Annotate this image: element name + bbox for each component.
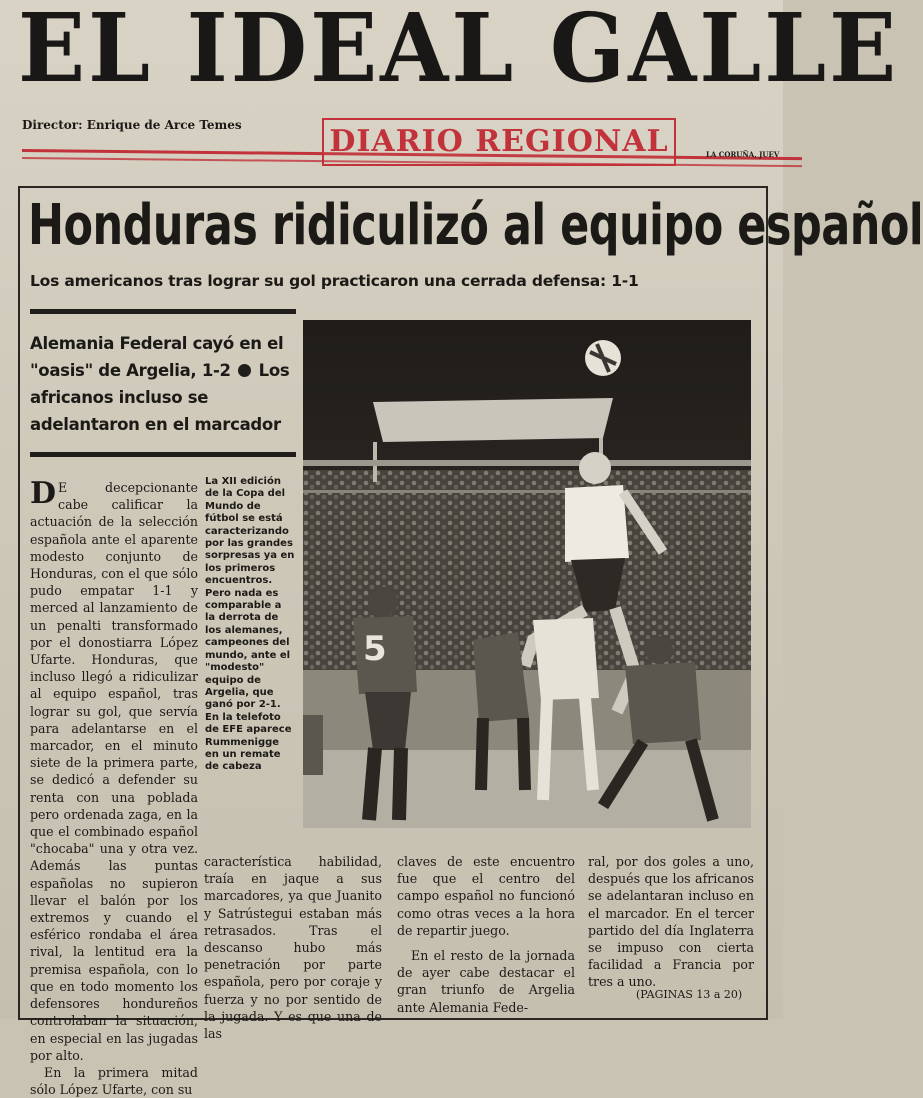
jersey-number: 5 xyxy=(363,629,387,669)
subheadline: Los americanos tras lograr su gol practicaron una cerrada defensa: 1-1 xyxy=(30,272,639,290)
col1-paragraph-2: En la primera mitad sólo López Ufarte, con su xyxy=(30,1064,198,1098)
article-column-2 xyxy=(204,853,382,1042)
col3-paragraph-2: En el resto de la jornada de ayer cabe destacar el gran triunfo de Argelia ante Alemania Fede- xyxy=(397,948,575,1015)
dateline-fragment: LA CORUÑA, JUEV xyxy=(706,150,780,159)
secondary-headline xyxy=(30,330,302,438)
col1-paragraph-1 xyxy=(30,476,198,1064)
secondary-headline-a: Alemania Federal cayó en el "oasis" de Argelia, 1-2 xyxy=(30,334,284,380)
page-reference: (PAGINAS 13 a 20) xyxy=(636,988,743,1001)
director-line: Director: Enrique de Arce Temes xyxy=(22,118,242,132)
bullet-icon xyxy=(238,364,251,377)
article-column-1 xyxy=(30,476,198,1098)
masthead-title: EL IDEAL GALLE xyxy=(18,0,900,104)
article-column-4 xyxy=(588,853,754,991)
rule-bottom xyxy=(30,452,296,457)
regional-banner: DIARIO REGIONAL xyxy=(322,118,676,166)
headline: Honduras ridiculizó al equipo español xyxy=(28,193,923,259)
col3-paragraph-1: claves de este encuentro fue que el centro del campo español no funcionó como otras veces a la hora de repartir juego. xyxy=(397,854,575,938)
football-photo xyxy=(303,320,751,828)
photo-illustration xyxy=(303,320,751,828)
article-column-3 xyxy=(397,853,575,1016)
col1-text-1: E decepcionante cabe calificar la actuación de la selección española ante el aparente modesto conjunto de Honduras, con el que sólo pudo empatar 1-1 y merced al lanzamiento de un penalti transformado por el donostiarra López Ufarte. Honduras, que incluso llegó a ridiculizar al equipo español, tras lograr su gol, que servía para adelantarse en el marcador, en el minuto siete de la primera parte, se dedicó a defender su renta con una poblada pero ordenada zaga, en la que el combinado español "chocaba" una y otra vez. Además las puntas españolas no supieron llevar el balón por los extremos y cuando el esférico rondaba el área rival, la lentitud era la premisa española, con lo que en todo momento los defensores hondureños controlaban la situación, en especial en las jugadas por alto. xyxy=(30,480,198,1063)
secondary-headline-b: Los africanos incluso se adelantaron en el marcador xyxy=(30,361,290,434)
col4-paragraph: ral, por dos goles a uno, después que los africanos se adelantaran incluso en el marcador. En el tercer partido del día Inglaterra se impuso con cierta facilidad a Francia por tres a uno. xyxy=(588,854,754,990)
drop-cap: D xyxy=(30,476,57,511)
rule-top xyxy=(30,309,296,314)
photo-caption: La XII edición de la Copa del Mundo de fútbol se está caracterizando por las grandes sorpresas ya en los primeros encuentros. Pero nada es comparable a la derrota de los alemanes, campeones del mundo, ante el "modesto" equipo de Argelia, que ganó por 2-1. En la telefoto de EFE aparece Rummenigge en un remate de cabeza xyxy=(205,476,295,773)
col2-paragraph: característica habilidad, traía en jaque a sus marcadores, ya que Juanito y Satrústegui estaban más retrasados. Tras el descanso hubo más penetración por parte española, pero por coraje y fuerza y no por sentido de la jugada. Y es que una de las xyxy=(204,854,382,1042)
